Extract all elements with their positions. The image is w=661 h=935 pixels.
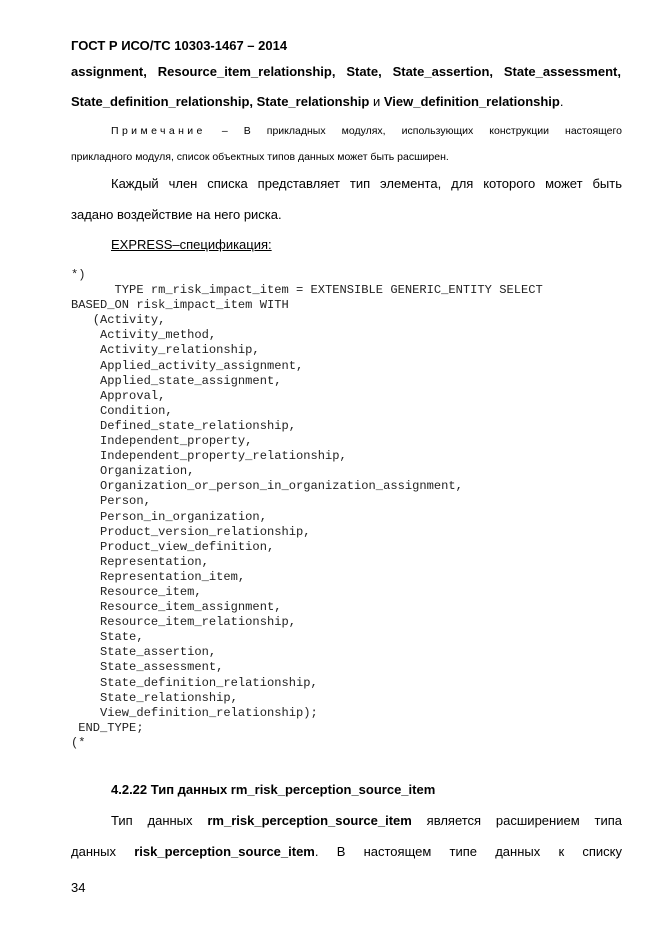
code-line: Condition, <box>71 403 173 418</box>
code-line: Applied_activity_assignment, <box>71 358 304 373</box>
code-line: (Activity, <box>71 313 166 328</box>
intro-term: State, <box>346 64 382 79</box>
note-word: конструкции <box>489 125 549 137</box>
code-line: Organization, <box>71 464 195 479</box>
code-line: TYPE rm_risk_impact_item = EXTENSIBLE GENERIC_ENTITY SELECT <box>71 283 543 298</box>
word-group <box>582 844 622 859</box>
paragraph-word: может <box>545 176 583 191</box>
paragraph-word: быть <box>592 176 622 191</box>
code-line: Defined_state_relationship, <box>71 418 296 433</box>
code-line: Resource_item_relationship, <box>71 615 296 630</box>
code-line: Approval, <box>71 388 166 403</box>
word-group <box>495 844 540 859</box>
code-line: State_assertion, <box>71 645 217 660</box>
paragraph-word: данных <box>147 813 193 828</box>
paragraph-word: настоящем <box>363 844 432 859</box>
code-line: Independent_property, <box>71 434 253 449</box>
page-number: 34 <box>71 880 86 895</box>
note-line-1 <box>111 125 622 137</box>
note-word: настоящего <box>565 125 622 137</box>
code-line: Resource_item_assignment, <box>71 600 282 615</box>
paragraph-word: элемента, <box>380 176 442 191</box>
code-line: State_assessment, <box>71 660 224 675</box>
word-group <box>594 813 622 828</box>
code-line: Independent_property_relationship, <box>71 449 347 464</box>
word-group <box>71 844 116 859</box>
word-group <box>148 813 193 828</box>
note-word: В <box>243 125 251 137</box>
note-word: прикладных <box>266 125 326 137</box>
paragraph-word: В <box>336 844 346 859</box>
paragraph-word: Каждый <box>111 176 159 191</box>
note-label: Примечание <box>111 125 206 137</box>
note-word: – <box>221 125 228 137</box>
paragraph-word: которого <box>483 176 536 191</box>
paragraph-word: Тип <box>111 813 133 828</box>
code-line: State_relationship, <box>71 690 238 705</box>
word-group <box>134 844 318 859</box>
word-group <box>337 844 346 859</box>
paragraph-word: является <box>426 813 482 828</box>
code-line: Representation_item, <box>71 569 246 584</box>
paragraph-word: представляет <box>257 176 340 191</box>
paragraph-word: типе <box>449 844 477 859</box>
intro-term: assignment, <box>71 64 147 79</box>
paragraph-word: данных <box>71 844 117 859</box>
code-line: Activity_method, <box>71 328 217 343</box>
intro-term-last: View_definition_relationship <box>383 94 560 109</box>
intro-term-list: State_definition_relationship, State_relationship <box>71 94 370 109</box>
code-line: Product_version_relationship, <box>71 524 311 539</box>
paragraph-word: для <box>451 176 474 191</box>
paragraph-word: к <box>558 844 565 859</box>
express-code-block <box>71 268 543 751</box>
word-group <box>364 844 432 859</box>
paragraph-2-line-1 <box>111 813 622 828</box>
code-line: View_definition_relationship); <box>71 705 318 720</box>
word-group <box>496 813 580 828</box>
word-group <box>207 813 411 828</box>
paragraph-1-line-2: задано воздействие на него риска. <box>71 207 282 222</box>
paragraph-word: списка <box>207 176 248 191</box>
paragraph-word: типа <box>594 813 622 828</box>
paragraph-word: тип <box>349 176 371 191</box>
word-group <box>111 813 133 828</box>
paragraph-word: . <box>314 844 319 859</box>
word-group <box>558 844 564 859</box>
note-word: использующих <box>401 125 474 137</box>
intro-line-1 <box>71 64 621 79</box>
code-line: END_TYPE; <box>71 720 144 735</box>
paragraph-word: расширением <box>495 813 580 828</box>
word-group <box>450 844 478 859</box>
code-line: Organization_or_person_in_organization_assignment, <box>71 479 463 494</box>
document-header: ГОСТ Р ИСО/ТС 10303-1467 – 2014 <box>71 38 288 53</box>
word-group <box>427 813 481 828</box>
code-line: Activity_relationship, <box>71 343 260 358</box>
code-line: Applied_state_assignment, <box>71 373 282 388</box>
section-heading: 4.2.22 Тип данных rm_risk_perception_source_item <box>111 782 436 797</box>
intro-conjunction: и <box>369 94 384 109</box>
intro-line-2 <box>71 94 563 109</box>
datatype-name: risk_perception_source_item <box>134 844 315 859</box>
datatype-name: rm_risk_perception_source_item <box>207 813 412 828</box>
code-line: *) <box>71 268 86 282</box>
paragraph-2-line-2 <box>71 844 622 859</box>
intro-term: State_assertion, <box>392 64 494 79</box>
code-line: State_definition_relationship, <box>71 675 318 690</box>
paragraph-word: член <box>168 176 198 191</box>
note-word: модулях, <box>341 125 386 137</box>
code-line: Product_view_definition, <box>71 539 275 554</box>
code-line: Representation, <box>71 554 209 569</box>
paragraph-word: списку <box>582 844 622 859</box>
note-line-2: прикладного модуля, список объектных типов данных может быть расширен. <box>71 151 449 163</box>
paragraph-word: данных <box>495 844 541 859</box>
code-line: BASED_ON risk_impact_item WITH <box>71 298 289 313</box>
code-line: Person, <box>71 494 151 509</box>
paragraph-1-line-1 <box>111 176 622 191</box>
intro-term: Resource_item_relationship, <box>157 64 336 79</box>
intro-period: . <box>559 94 564 109</box>
express-specification-label: EXPRESS–спецификация: <box>111 237 272 252</box>
code-line: Person_in_organization, <box>71 509 267 524</box>
intro-term: State_assessment, <box>503 64 621 79</box>
code-line: Resource_item, <box>71 584 202 599</box>
code-line: State, <box>71 630 144 645</box>
code-line: (* <box>71 735 86 750</box>
